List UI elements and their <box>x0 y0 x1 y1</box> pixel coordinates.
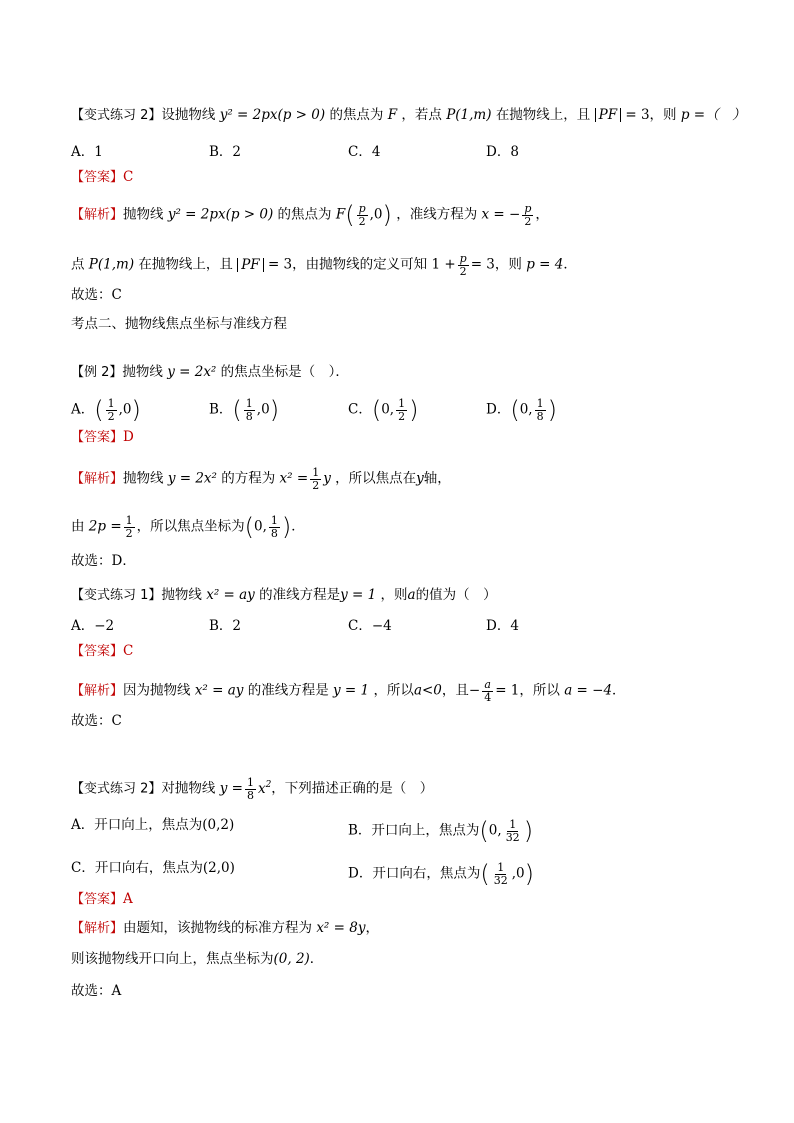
option-label: B．开口向上，焦点为 <box>348 822 480 839</box>
option-label: A．开口向上，焦点为 <box>71 817 203 833</box>
option-a: A．−2 <box>71 618 115 634</box>
choose-line: 故选：A <box>71 983 122 999</box>
problem-tag: 【变式练习 1】 <box>71 588 162 603</box>
analysis-line-1 <box>71 922 379 936</box>
answer-line <box>71 171 133 185</box>
text: 由 <box>71 518 85 535</box>
answer-value: C <box>123 643 134 659</box>
option-b: B．开口向上，焦点为(0, $\frac{1}{32}$ ) <box>348 817 534 846</box>
text: 的准线方程是 <box>259 587 341 603</box>
option-label: B． <box>209 401 233 418</box>
answer-line <box>71 645 133 659</box>
fraction: $\frac{p}{2}$ <box>358 202 366 228</box>
text: = 1，所以 <box>495 682 560 699</box>
analysis-line-2: 则该抛物线开口向上，焦点坐标为(0, 2)． <box>71 951 324 967</box>
paren-close: ) <box>382 201 392 230</box>
example-tag: 【例 2】 <box>71 365 123 380</box>
option-label: D． <box>486 401 511 418</box>
problem-tag: 【变式练习 2】 <box>71 108 162 123</box>
option-c: C．−4 <box>348 618 392 634</box>
analysis-line-1: 【解析】抛物线 y = 2x² 的方程为 x² = $\frac{1}{2}$ y ，所以焦点在y轴， <box>71 466 451 492</box>
equation: a = −4 <box>564 682 613 699</box>
analysis-tag: 【解析】 <box>71 471 124 487</box>
fraction: $\frac{p}{2}$ <box>524 202 532 228</box>
option-d: D．(0, $\frac{1}{8}$ ) <box>486 396 557 425</box>
answer-value: A <box>123 891 133 907</box>
option-label: A． <box>71 401 95 418</box>
text: ， <box>365 920 379 936</box>
option-d: D．4 <box>486 618 519 634</box>
analysis-tag: 【解析】 <box>71 921 124 936</box>
analysis-line-2: 点 P(1,m) 在抛物线上，且 PF = 3，由抛物线的定义可知 1 + $\frac{p}{2}$ = 3，则 p = 4． <box>71 252 577 278</box>
text: 的焦点坐标是（ ）． <box>220 364 349 380</box>
section-title: 考点二、抛物线焦点坐标与准线方程 <box>71 316 287 332</box>
text: 则该抛物线开口向上，焦点坐标为 <box>71 951 274 967</box>
equation: y = 2x² <box>167 470 217 487</box>
answer-line <box>71 431 134 445</box>
text: = 3，则 <box>470 256 522 273</box>
text: ，下列描述正确的是（ ） <box>271 780 434 797</box>
symbol-y: y <box>416 470 424 487</box>
symbol-F: F <box>335 206 346 223</box>
option-a: A．1 <box>71 144 103 160</box>
text: p =（ ） <box>680 107 746 123</box>
point-P: P(1,m) <box>88 256 135 273</box>
option-label: D．开口向右，焦点为 <box>348 865 481 882</box>
equation: x² = <box>279 470 309 487</box>
answer-tag: 【答案】 <box>71 170 124 185</box>
analysis-line-1: 【解析】因为抛物线 x² = ay 的准线方程是 y = 1 ，所以a<0，且− $\frac{a}{4}$ = 1，所以 a = −4． <box>71 678 626 704</box>
analysis-tag: 【解析】 <box>71 207 124 223</box>
equation: x² = 8y <box>316 920 366 936</box>
text: 的焦点为 <box>277 206 332 223</box>
equation: y = <box>219 780 243 797</box>
text: 由题知，该抛物线的标准方程为 <box>123 920 313 936</box>
example-2-stem <box>71 366 349 380</box>
text: = 3，则 <box>625 107 677 123</box>
answer-value: D <box>123 429 134 445</box>
text: 在抛物线上，且 <box>138 256 233 273</box>
text: 抛物线 <box>161 587 202 603</box>
answer-value: C <box>123 169 134 185</box>
answer-line <box>71 893 133 907</box>
text: ，若点 <box>401 107 442 123</box>
abs-PF: PF <box>595 108 621 122</box>
text: 抛物线 <box>122 364 163 380</box>
analysis-tag: 【解析】 <box>71 683 124 699</box>
equation: x = − <box>481 206 521 223</box>
option-a <box>71 819 234 833</box>
equation: y² = 2px(p > 0) <box>167 206 274 223</box>
equation: x² = ay <box>194 682 244 699</box>
option-b: B．( $\frac{1}{8}$ ,0) <box>209 396 280 425</box>
text: ，且 <box>441 682 469 699</box>
equation: y = 2x² <box>167 364 217 380</box>
text: ，则 <box>380 587 408 603</box>
variant-1-stem <box>71 589 497 603</box>
coordinate: (0, 2) <box>273 951 310 967</box>
answer-tag: 【答案】 <box>71 644 124 659</box>
option-d: D．8 <box>486 144 519 160</box>
text: ，所以 <box>373 682 414 699</box>
text: 因为抛物线 <box>123 682 191 699</box>
text: 在抛物线上，且 <box>495 107 591 123</box>
option-a: A．( $\frac{1}{2}$ ,0) <box>71 396 141 425</box>
problem-tag: 【变式练习 2】 <box>71 781 162 797</box>
fraction: $\frac{p}{2}$ <box>459 252 467 278</box>
choose-line: 故选：C <box>71 287 122 303</box>
variant-2-stem: 【变式练习 2】对抛物线 y = $\frac{1}{8}$ $x^2$，下列描述正确的是（ ） <box>71 776 434 802</box>
text: ，所以焦点坐标为 <box>136 518 245 535</box>
option-b: B．2 <box>209 618 242 634</box>
text: = 3，由抛物线的定义可知 <box>267 256 428 273</box>
equation: y = 1 <box>340 587 377 603</box>
text: 的方程为 <box>221 470 276 487</box>
text: 的焦点为 <box>329 107 384 123</box>
paren-open: ( <box>345 201 355 230</box>
equation: x² = ay <box>206 587 255 603</box>
text: 轴， <box>423 470 451 487</box>
option-c <box>71 862 235 876</box>
choose-line: 故选：C <box>71 713 122 729</box>
option-c: C．(0, $\frac{1}{2}$ ) <box>348 396 419 425</box>
equation: 2p = <box>88 518 122 535</box>
option-b: B．2 <box>209 144 242 160</box>
symbol-y: y <box>323 470 331 487</box>
analysis-line-2: 由 2p = $\frac{1}{2}$ ，所以焦点坐标为(0, $\frac{1}{8}$ )． <box>71 513 305 542</box>
text: − <box>468 682 481 699</box>
text: ，所以焦点在 <box>335 470 417 487</box>
option-d: D．开口向右，焦点为( $\frac{1}{32}$ ,0) <box>348 860 534 889</box>
text: 点 <box>71 256 85 273</box>
text: 的准线方程是 <box>247 682 329 699</box>
answer-tag: 【答案】 <box>71 892 124 907</box>
text: ． <box>291 518 305 535</box>
text: ，准线方程为 <box>396 206 478 223</box>
text: 对抛物线 <box>161 780 216 797</box>
symbol-a: a <box>407 587 416 603</box>
equation: y = 1 <box>333 682 370 699</box>
inequality: a<0 <box>413 682 442 699</box>
text: 的值为（ ） <box>415 587 497 603</box>
option-label: C．开口向右，焦点为 <box>71 860 203 876</box>
option-value: (2,0) <box>202 860 235 876</box>
text: 抛物线 <box>123 470 164 487</box>
problem-1-stem <box>71 108 746 123</box>
option-value: (0,2) <box>202 817 235 833</box>
analysis-line-1: 【解析】抛物线 y² = 2px(p > 0) 的焦点为 F( $\frac{p}{2}$ ,0) ，准线方程为 x = − $\frac{p}{2}$ ， <box>71 201 549 230</box>
answer-tag: 【答案】 <box>71 430 124 445</box>
option-c: C．4 <box>348 144 381 160</box>
abs-PF: PF <box>237 258 263 272</box>
symbol-F: F <box>387 107 398 123</box>
text: 抛物线 <box>123 206 164 223</box>
point-P: P(1,m) <box>446 107 492 123</box>
text: 1 + <box>431 256 456 273</box>
option-label: C． <box>348 401 372 418</box>
choose-line: 故选：D． <box>71 553 136 569</box>
equation: y² = 2px(p > 0) <box>219 107 326 123</box>
text: 设抛物线 <box>161 107 216 123</box>
equation: p = 4 <box>526 256 564 273</box>
